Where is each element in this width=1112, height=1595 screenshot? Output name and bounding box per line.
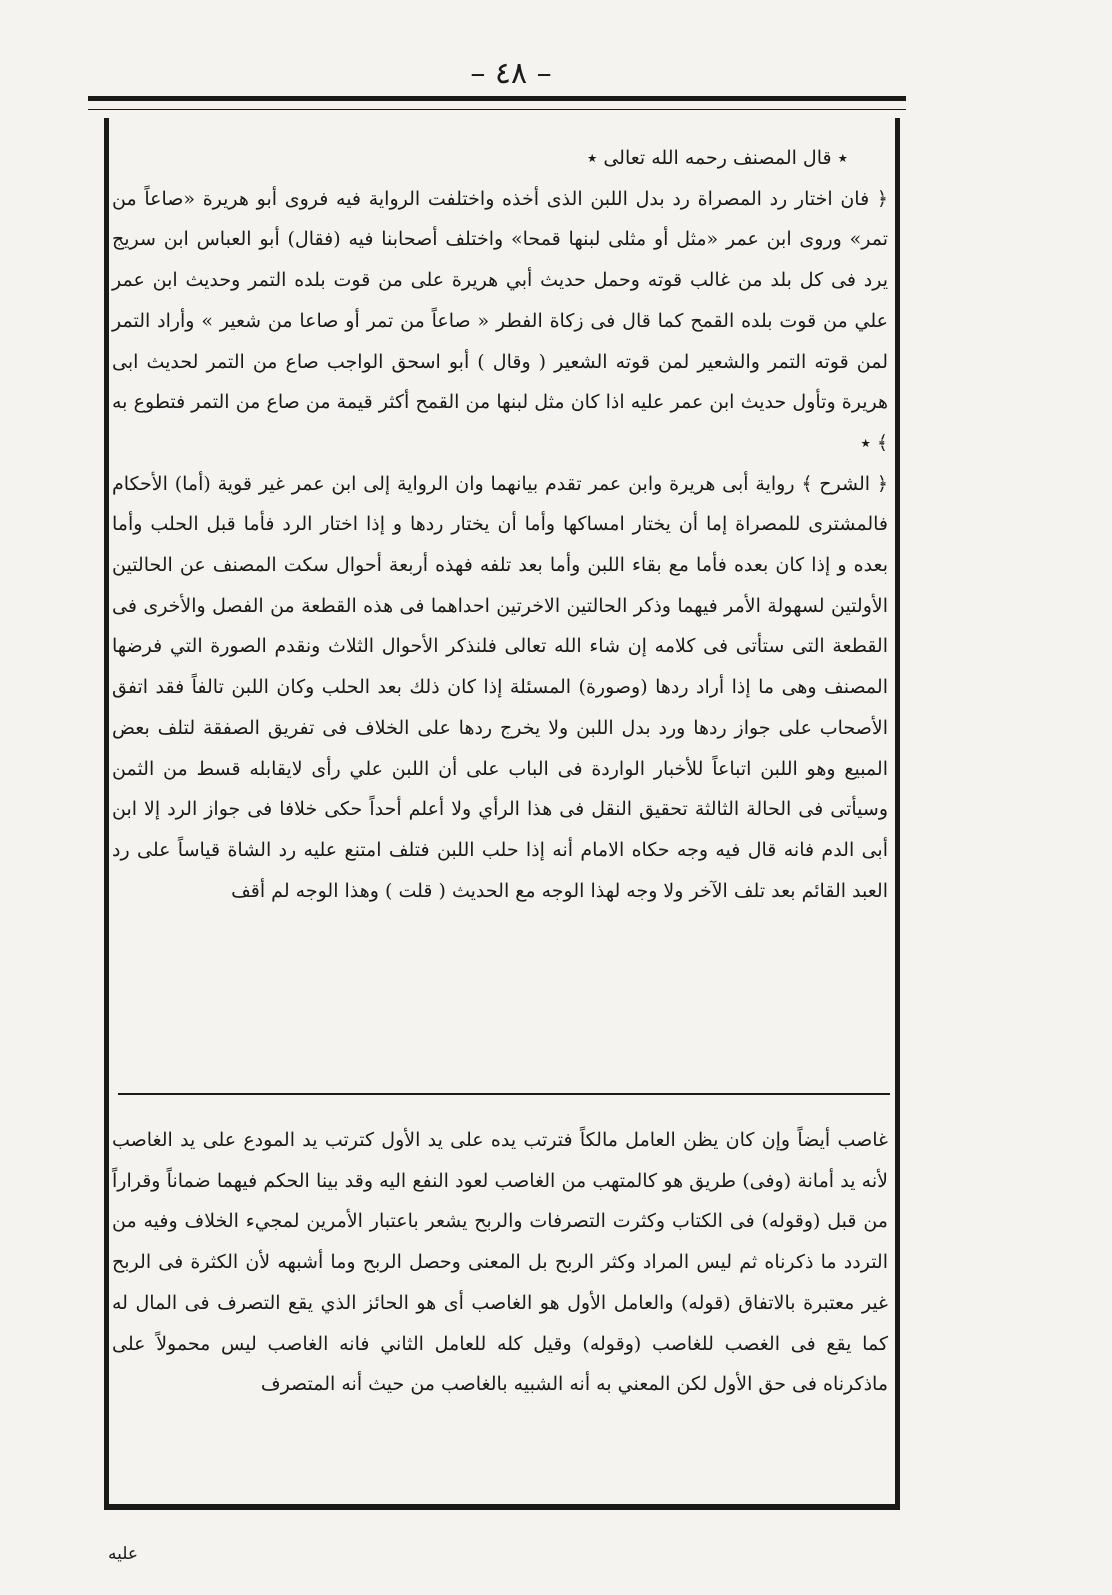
- sharh-paragraph: ﴿ الشرح ﴾ رواية أبى هريرة وابن عمر تقدم بيانهما وان الرواية إلى ابن عمر غير قوية (أما) الأحكام فالمشترى للمصراة إما أن يختار امساكها وأما أن يختار ردها و إذا اختار الرد فأما قبل الحلب وأما بعده و إذا كان بعده فأما مع بقاء اللبن وأما بعد تلفه فهذه أربعة أحوال سكت المصنف عن الحالتين الأولتين لسهولة الأمر فيهما وذكر الحالتين الاخرتين احداهما فى هذه القطعة من الفصل والأخرى فى القطعة التى ستأتى فى كلامه إن شاء الله تعالى فلنذكر الأحوال الثلاث ونقدم الصورة التي فرضها المصنف وهى ما إذا أراد ردها (وصورة) المسئلة إذا كان ذلك بعد الحلب وكان اللبن تالفاً فقد اتفق الأصحاب على جواز ردها ورد بدل اللبن ولا يخرج ردها على الخلاف فى تفريق الصفقة لتلف بعض المبيع وهو اللبن اتباعاً للأخبار الواردة فى الباب على أن اللبن علي رأى لايقابله قسط من الثمن وسيأتى فى الحالة الثالثة تحقيق النقل فى هذا الرأي ولا أعلم أحداً حكى خلافا فى جواز الرد إلا ابن أبى الدم فانه قال فيه وجه حكاه الامام أنه إذا حلب اللبن فتلف امتنع عليه رد الشاة قياساً على رد العبد القائم بعد تلف الآخر ولا وجه لهذا الوجه مع الحديث ( قلت ) وهذا الوجه لم أقف: [112, 472, 888, 902]
- catchword: عليه: [108, 1544, 139, 1564]
- section-divider: [118, 1093, 890, 1095]
- commentary-text: [112, 1120, 888, 1405]
- page-number: – ٤٨ –: [470, 56, 552, 91]
- matn-paragraph: ﴿ فان اختار رد المصراة رد بدل اللبن الذى أخذه واختلفت الرواية فيه فروى أبو هريرة «صاعاً من تمر» وروى ابن عمر «مثل أو مثلى لبنها قمحا» واختلف أصحابنا فيه (فقال) أبو العباس ابن سريج يرد فى كل بلد من غالب قوته وحمل حديث أبي هريرة على من قوت بلده التمر وحديث ابن عمر علي من قوت بلده القمح كما قال فى زكاة الفطر « صاعاً من تمر أو صاعا من شعير » وأراد التمر لمن قوته التمر والشعير لمن قوته الشعير ( وقال ) أبو اسحق الواجب صاع من التمر لحديث ابى هريرة وتأول حديث ابن عمر عليه اذا كان مثل لبنها من القمح أكثر قيمة من صاع من التمر فتطوع به ﴾ ٭: [112, 187, 888, 454]
- author-heading: ٭ قال المصنف رحمه الله تعالى ٭: [586, 147, 848, 169]
- commentary-paragraph: غاصب أيضاً وإن كان يظن العامل مالكاً فترتب يده على يد الأول كترتب يد المودع على يد الغاصب لأنه يد أمانة (وفى) طريق هو كالمتهب من الغاصب لعود النفع اليه وقد بينا الحكم فيهما ضماناً وقراراً من قبل (وقوله) فى الكتاب وكثرت التصرفات والربح يشعر باعتبار الأمرين لمجيء الخلاف وفيه من التردد ما ذكرناه ثم ليس المراد وكثر الربح بل المعنى وحصل الربح وما أشبهه لأن الكثرة فى الربح غير معتبرة بالاتفاق (قوله) والعامل الأول هو الغاصب أى هو الحائز الذي يقع التصرف فى المال له كما يقع فى الغصب للغاصب (وقوله) وقيل كله للعامل الثاني فانه الغاصب ليس محمولاً على ماذكرناه فى حق الأول لكن المعني به أنه الشبيه بالغاصب من حيث أنه المتصرف: [112, 1129, 888, 1396]
- top-rule: [88, 96, 906, 110]
- main-text: [112, 138, 888, 911]
